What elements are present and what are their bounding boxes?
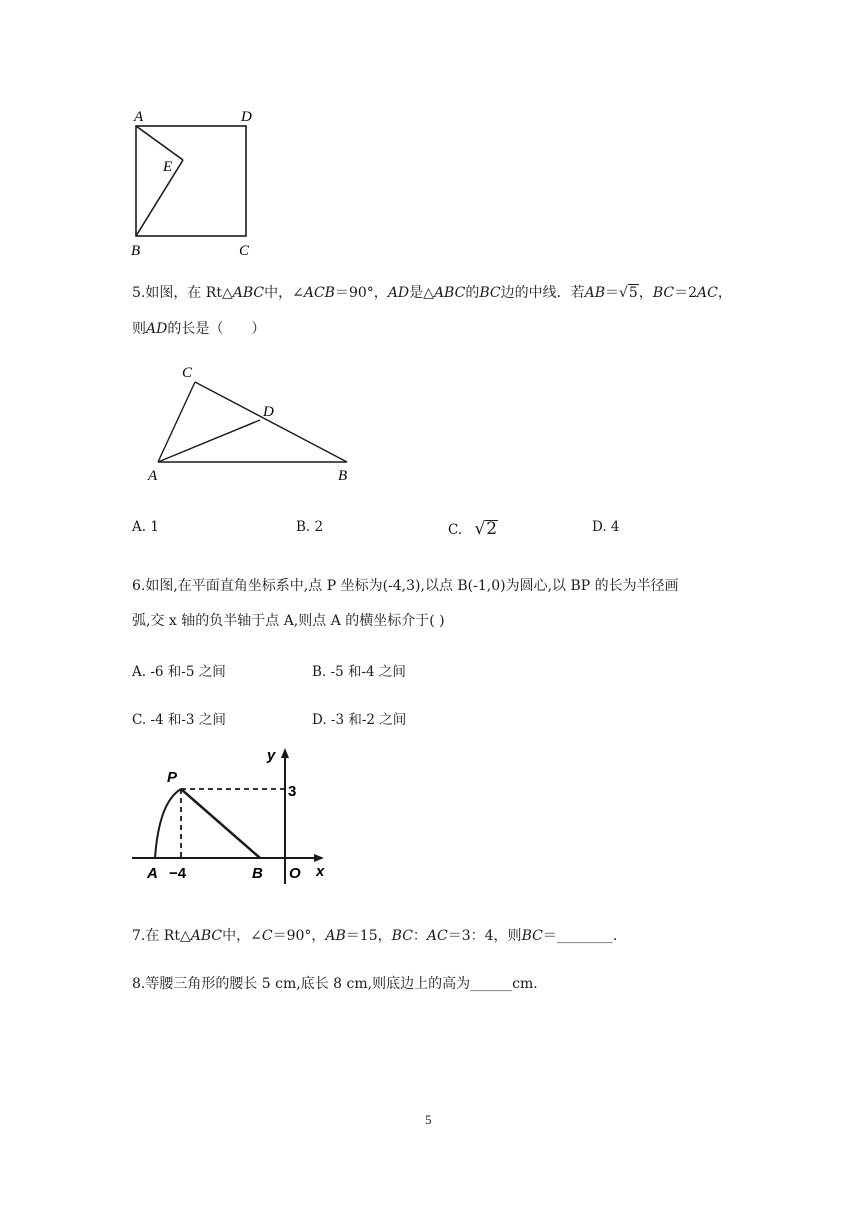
option-c-label: C. [448, 522, 463, 538]
triangle-figure [140, 360, 370, 488]
sqrt-symbol: √5 [618, 285, 638, 301]
label-a: A [148, 468, 158, 484]
label-p: P [167, 769, 178, 786]
label-y: y [267, 747, 276, 764]
text: ABC [433, 285, 466, 301]
text: AB [325, 928, 346, 944]
sqrt-symbol: √2 [474, 519, 498, 539]
label-o: O [289, 865, 301, 882]
text: 7.在 Rt△ [132, 928, 191, 944]
label-a: A [147, 865, 158, 882]
label-x: x [316, 863, 325, 880]
square-figure [125, 105, 265, 265]
label-c: C [182, 365, 193, 381]
option-a[interactable]: A. 1 [132, 519, 159, 535]
text: ACB [303, 285, 335, 301]
option-b[interactable]: B. 2 [296, 519, 324, 535]
text: BC [479, 285, 501, 301]
coordinate-figure [125, 742, 340, 890]
question-7 [132, 926, 617, 946]
text: BC [391, 928, 413, 944]
text: 是△ [409, 285, 434, 301]
question-5-line-1 [132, 283, 732, 303]
text: BC [652, 285, 675, 301]
text: ＝ [604, 285, 619, 301]
text: AC [426, 928, 448, 944]
label-b: B [131, 243, 141, 259]
text: AB [584, 285, 605, 301]
question-6-line-2: 弧,交 x 轴的负半轴于点 A,则点 A 的横坐标介于( ) [132, 613, 445, 629]
text: C [261, 928, 273, 944]
text: ABC [232, 285, 265, 301]
option-b[interactable]: B. -5 和-4 之间 [312, 664, 406, 680]
label-e: E [163, 159, 173, 175]
question-5-line-2 [132, 319, 265, 339]
label-a: A [134, 109, 144, 125]
text: 则 [132, 321, 146, 337]
text: AC [697, 285, 718, 301]
page-number: 5 [425, 1112, 432, 1127]
label-3: 3 [288, 783, 297, 800]
sqrt-radicand: 5 [628, 285, 638, 301]
text: AD [146, 321, 168, 337]
text: 5.如图，在 Rt△ [132, 285, 233, 301]
label-d: D [263, 404, 274, 420]
text: ＝3：4，则 [447, 928, 522, 944]
text: 边的中线．若 [500, 285, 585, 301]
text: 中，∠ [222, 928, 262, 944]
text: ： [412, 928, 427, 944]
label-b: B [338, 468, 348, 484]
text: 的长是（ ） [167, 321, 266, 337]
text: ， [638, 285, 653, 301]
text: ＝2 [674, 285, 698, 301]
text: BC [521, 928, 543, 944]
question-8: 8.等腰三角形的腰长 5 cm,底长 8 cm,则底边上的高为______cm. [132, 976, 538, 992]
answer-blank[interactable]: ＝________. [542, 928, 618, 944]
text: ， [717, 285, 732, 301]
text: ＝90°， [272, 928, 326, 944]
option-c[interactable] [448, 519, 498, 539]
text: ＝90°， [334, 285, 388, 301]
label-d: D [241, 109, 252, 125]
text: ＝15， [345, 928, 392, 944]
option-d[interactable]: D. 4 [592, 519, 620, 535]
label-minus-4: −4 [169, 865, 187, 882]
text: 的 [465, 285, 480, 301]
question-6-line-1: 6.如图,在平面直角坐标系中,点 P 坐标为(-4,3),以点 B(-1,0)为圆心,以 BP 的长为半径画 [132, 578, 679, 594]
text: AD [387, 285, 410, 301]
option-d[interactable]: D. -3 和-2 之间 [312, 712, 407, 728]
label-b: B [252, 865, 263, 882]
label-c: C [239, 243, 250, 259]
option-a[interactable]: A. -6 和-5 之间 [132, 664, 226, 680]
sqrt-radicand: 2 [486, 519, 498, 539]
option-c[interactable]: C. -4 和-3 之间 [132, 712, 226, 728]
text: 中，∠ [264, 285, 304, 301]
text: ABC [190, 928, 223, 944]
